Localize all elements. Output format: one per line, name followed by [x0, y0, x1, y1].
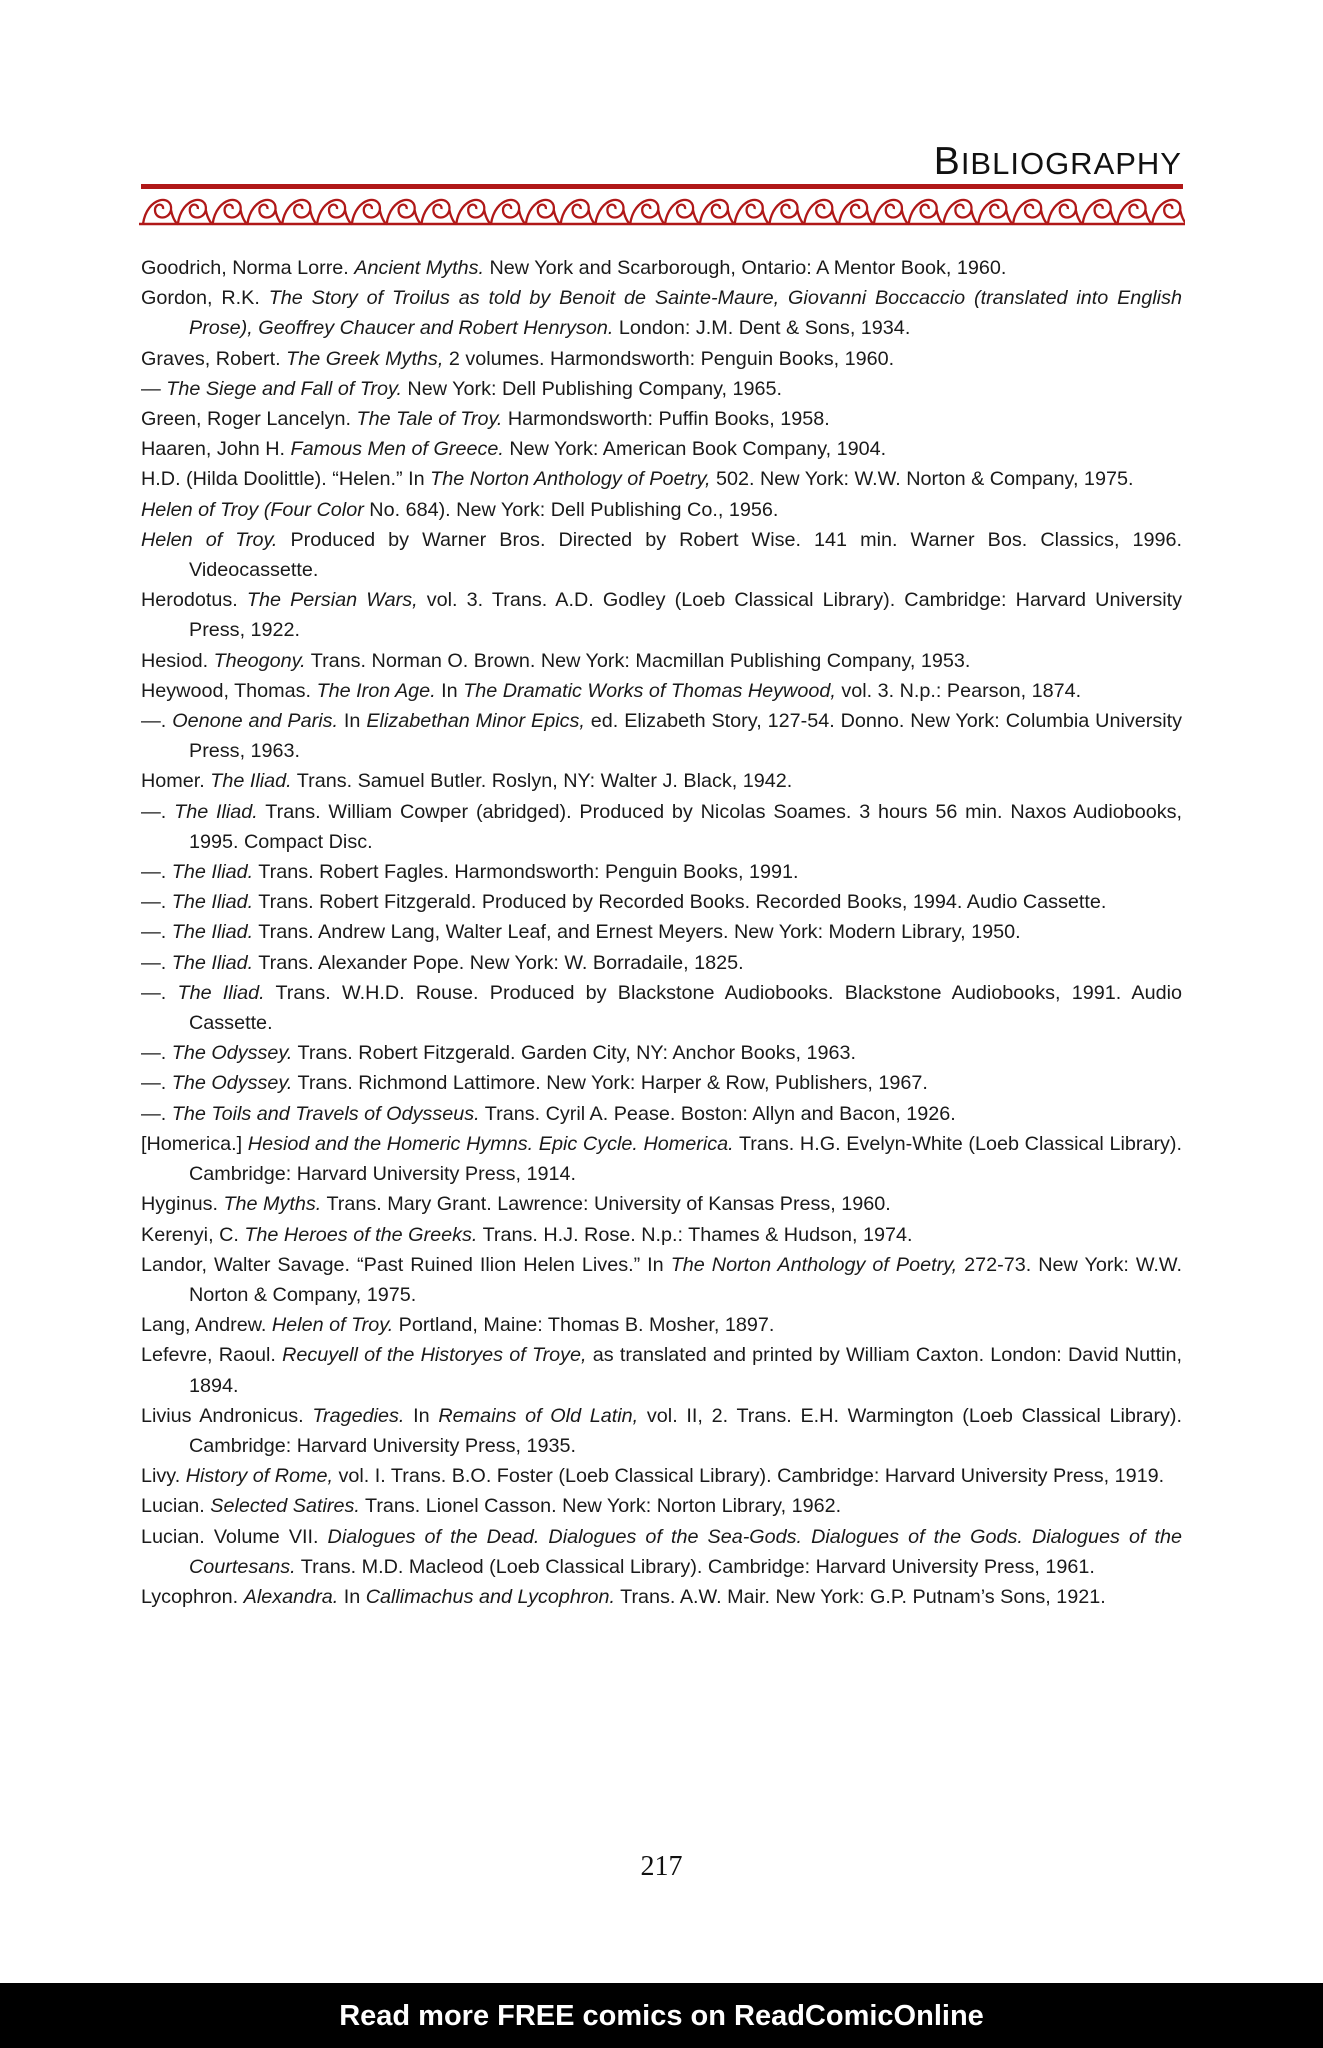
wave-spiral	[213, 200, 248, 224]
bibliography-entry	[141, 374, 1182, 404]
entry-title: The Dramatic Works of Thomas Heywood,	[463, 679, 836, 702]
entry-title: The Toils and Travels of Odysseus.	[171, 1102, 480, 1125]
entry-title: History of Rome,	[185, 1465, 334, 1488]
header-rule	[141, 184, 1183, 189]
entry-text: New York: Dell Publishing Company, 1965.	[401, 377, 783, 400]
entry-text: 272-73. New York: W.W. Norton & Company, 1975.	[189, 1253, 1182, 1306]
entry-text: Trans. William Cowper (abridged). Produced by Nicolas Soames. 3 hours 56 min. Naxos Audiobooks, 1995. Compact Disc.	[189, 800, 1182, 853]
entry-text: as translated and printed by William Caxton. London: David Nuttin, 1894.	[189, 1344, 1182, 1397]
entry-text: —.	[141, 710, 173, 733]
page-number: 217	[640, 1851, 683, 1882]
entry-text: —.	[141, 981, 178, 1004]
entry-title: Hesiod and the Homeric Hymns. Epic Cycle. Homerica.	[247, 1132, 734, 1155]
entry-text: vol. 3. Trans. A.D. Godley (Loeb Classical Library). Cambridge: Harvard University Press, 1922.	[189, 589, 1182, 642]
entry-title: Elizabethan Minor Epics,	[366, 710, 585, 733]
entry-text: Lucian.	[141, 1495, 211, 1518]
wave-spiral	[1048, 200, 1083, 224]
wave-spiral	[769, 200, 804, 224]
page-title-initial: B	[933, 140, 961, 183]
bibliography-entry	[141, 1129, 1182, 1189]
entry-text: Livius Andronicus.	[141, 1404, 313, 1427]
entry-text: Trans. Robert Fagles. Harmondsworth: Penguin Books, 1991.	[253, 861, 799, 884]
wave-spiral	[700, 200, 735, 224]
wave-spiral	[1152, 200, 1185, 224]
entry-title: Dialogues of the Dead. Dialogues of the Sea-Gods. Dialogues of the Gods. Dialogues of the Courtesans.	[189, 1525, 1182, 1578]
entry-title: The Story of Troilus as told by Benoit de Sainte-Maure, Giovanni Boccaccio (translated into English Prose), Geoffrey Chaucer and Robert Henryson.	[189, 287, 1182, 340]
bibliography-entry	[141, 1461, 1182, 1491]
wave-spiral	[943, 200, 978, 224]
entry-text: Trans. Cyril A. Pease. Boston: Allyn and Bacon, 1926.	[479, 1102, 956, 1125]
page-title-rest: IBLIOGRAPHY	[960, 146, 1182, 181]
entry-text: Trans. W.H.D. Rouse. Produced by Blackstone Audiobooks. Blackstone Audiobooks, 1991. Audio Cassette.	[189, 981, 1182, 1035]
entry-text: Trans. H.J. Rose. N.p.: Thames & Hudson, 1974.	[477, 1223, 913, 1246]
entry-text: No. 684). New York: Dell Publishing Co., 1956.	[363, 498, 779, 521]
entry-text: Goodrich, Norma Lorre.	[141, 257, 355, 279]
bibliography-entry	[141, 1491, 1182, 1521]
entry-text: Trans. Mary Grant. Lawrence: University of Kansas Press, 1960.	[321, 1193, 891, 1216]
entry-title: The Iliad.	[171, 921, 254, 944]
entry-text: New York and Scarborough, Ontario: A Mentor Book, 1960.	[484, 257, 1007, 279]
entry-text: Trans. Andrew Lang, Walter Leaf, and Ernest Meyers. New York: Modern Library, 1950.	[253, 921, 1021, 944]
entry-text: Graves, Robert.	[141, 347, 287, 370]
wave-spiral	[491, 200, 526, 224]
entry-text: —	[141, 377, 167, 400]
entry-text: Harmondsworth: Puffin Books, 1958.	[502, 408, 830, 431]
entry-title: Selected Satires.	[210, 1495, 360, 1518]
entry-text: Trans. H.G. Evelyn-White (Loeb Classical Library). Cambridge: Harvard University Press, 1914.	[189, 1132, 1183, 1186]
entry-text: Lang, Andrew.	[141, 1314, 272, 1337]
entry-text: ed. Elizabeth Story, 127-54. Donno. New York: Columbia University Press, 1963.	[189, 710, 1182, 763]
wave-spiral	[317, 200, 352, 224]
entry-title: Helen of Troy (Four Color	[141, 498, 364, 521]
entry-title: Callimachus and Lycophron.	[365, 1585, 615, 1608]
entry-text: —.	[141, 891, 172, 914]
bibliography-entry	[141, 525, 1182, 585]
wave-spiral	[143, 200, 178, 224]
bibliography-entry	[141, 1220, 1182, 1250]
entry-text: Trans. Norman O. Brown. New York: Macmillan Publishing Company, 1953.	[305, 649, 971, 672]
entry-text: In	[338, 710, 367, 733]
bibliography-entry	[141, 283, 1182, 343]
bibliography-entry	[141, 495, 1182, 525]
bibliography-entry	[141, 404, 1182, 434]
bibliography-entry	[141, 978, 1182, 1038]
entry-text: Trans. Lionel Casson. New York: Norton Library, 1962.	[359, 1495, 842, 1518]
entry-title: The Norton Anthology of Poetry,	[430, 468, 711, 491]
bibliography-entry	[141, 676, 1182, 706]
bibliography-entry	[141, 344, 1182, 374]
entry-text: Livy.	[141, 1465, 186, 1488]
entry-title: Remains of Old Latin,	[438, 1404, 639, 1427]
entry-title: The Myths.	[223, 1193, 322, 1216]
bibliography-list	[141, 253, 1182, 1612]
entry-text: Trans. Alexander Pope. New York: W. Borradaile, 1825.	[253, 951, 744, 974]
entry-title: Recuyell of the Historyes of Troye,	[282, 1344, 587, 1367]
entry-text: Trans. Samuel Butler. Roslyn, NY: Walter J. Black, 1942.	[291, 770, 793, 793]
entry-title: Alexandra.	[243, 1585, 339, 1608]
greek-wave-border	[139, 192, 1185, 228]
bibliography-entry	[141, 766, 1182, 796]
entry-text: Gordon, R.K.	[141, 287, 269, 310]
entry-text: Homer.	[141, 770, 211, 793]
entry-title: Tragedies.	[312, 1404, 405, 1427]
wave-spiral	[874, 200, 909, 224]
bibliography-entry	[141, 1340, 1182, 1400]
bibliography-entry	[141, 1522, 1182, 1582]
wave-spiral	[595, 200, 630, 224]
bibliography-entry	[141, 1068, 1182, 1098]
entry-title: The Odyssey.	[171, 1042, 293, 1065]
wave-spiral	[839, 200, 874, 224]
entry-title: Famous Men of Greece.	[290, 438, 504, 461]
entry-title: Helen of Troy.	[271, 1314, 394, 1337]
page-title	[934, 140, 1182, 184]
entry-text: —.	[141, 800, 175, 823]
entry-text: Hyginus.	[141, 1193, 224, 1216]
entry-text: Trans. M.D. Macleod (Loeb Classical Library). Cambridge: Harvard University Press, 1961.	[295, 1555, 1095, 1578]
entry-text: Haaren, John H.	[141, 438, 291, 461]
entry-text: Trans. Robert Fitzgerald. Produced by Recorded Books. Recorded Books, 1994. Audio Cassette.	[253, 891, 1107, 914]
entry-title: The Greek Myths,	[286, 347, 444, 370]
entry-text: In	[435, 679, 464, 702]
entry-text: —.	[141, 1102, 172, 1125]
bibliography-entry	[141, 887, 1182, 917]
wave-spiral	[665, 200, 700, 224]
wave-spiral	[282, 200, 317, 224]
entry-title: The Iliad.	[171, 891, 254, 914]
entry-title: Oenone and Paris.	[172, 710, 338, 733]
bibliography-entry	[141, 857, 1182, 887]
entry-title: The Iron Age.	[316, 679, 436, 702]
bibliography-entry	[141, 253, 1182, 283]
entry-text: Heywood, Thomas.	[141, 679, 317, 702]
entry-text: Trans. Richmond Lattimore. New York: Harper & Row, Publishers, 1967.	[292, 1072, 928, 1095]
wave-spiral	[456, 200, 491, 224]
entry-text: Hesiod.	[141, 649, 214, 672]
bibliography-entry	[141, 706, 1182, 766]
bibliography-entry	[141, 1401, 1182, 1461]
entry-text: Landor, Walter Savage. “Past Ruined Ilion Helen Lives.” In	[141, 1253, 671, 1276]
entry-text: Lefevre, Raoul.	[141, 1344, 283, 1367]
entry-text: vol. 3. N.p.: Pearson, 1874.	[835, 679, 1082, 702]
entry-title: The Iliad.	[171, 861, 254, 884]
entry-title: The Iliad.	[174, 800, 258, 823]
wave-spiral	[561, 200, 596, 224]
entry-title: The Tale of Troy.	[356, 408, 503, 431]
entry-title: The Odyssey.	[171, 1072, 293, 1095]
wave-spiral	[909, 200, 944, 224]
entry-text: —.	[141, 1072, 172, 1095]
entry-title: The Iliad.	[210, 770, 292, 793]
entry-text: Portland, Maine: Thomas B. Mosher, 1897.	[393, 1314, 775, 1337]
bibliography-entry	[141, 1250, 1182, 1310]
wave-spiral	[978, 200, 1013, 224]
entry-title: The Iliad.	[177, 981, 265, 1004]
entry-text: Green, Roger Lancelyn.	[141, 408, 357, 431]
bibliography-entry	[141, 464, 1182, 494]
wave-spiral	[352, 200, 387, 224]
bibliography-entry	[141, 1310, 1182, 1340]
entry-title: Ancient Myths.	[354, 257, 485, 279]
entry-text: H.D. (Hilda Doolittle). “Helen.” In	[141, 468, 431, 491]
entry-text: —.	[141, 951, 172, 974]
entry-text: 2 volumes. Harmondsworth: Penguin Books, 1960.	[443, 347, 895, 370]
wave-spiral	[1013, 200, 1048, 224]
entry-text: [Homerica.]	[141, 1132, 248, 1155]
footer-banner-text[interactable]: Read more FREE comics on ReadComicOnline	[339, 2000, 984, 2032]
entry-text: —.	[141, 861, 172, 884]
entry-text: 502. New York: W.W. Norton & Company, 1975.	[710, 468, 1134, 491]
wave-spiral	[526, 200, 561, 224]
entry-text: Trans. A.W. Mair. New York: G.P. Putnam’s Sons, 1921.	[614, 1585, 1106, 1608]
bibliography-entry	[141, 434, 1182, 464]
wave-spiral	[247, 200, 282, 224]
bibliography-entry	[141, 646, 1182, 676]
entry-title: The Persian Wars,	[246, 589, 418, 612]
wave-spiral	[630, 200, 665, 224]
entry-text: In	[338, 1585, 366, 1608]
entry-text: Herodotus.	[141, 589, 247, 612]
entry-title: Helen of Troy.	[141, 528, 278, 551]
entry-text: —.	[141, 921, 172, 944]
entry-text: Lucian. Volume VII.	[141, 1525, 328, 1548]
wave-spiral	[1083, 200, 1118, 224]
entry-title: The Norton Anthology of Poetry,	[670, 1253, 958, 1276]
entry-text: vol. II, 2. Trans. E.H. Warmington (Loeb Classical Library). Cambridge: Harvard University Press, 1935.	[189, 1404, 1183, 1457]
bibliography-entry	[141, 1038, 1182, 1068]
entry-text: Trans. Robert Fitzgerald. Garden City, NY: Anchor Books, 1963.	[292, 1042, 857, 1065]
bibliography-entry	[141, 917, 1182, 947]
entry-text: vol. I. Trans. B.O. Foster (Loeb Classical Library). Cambridge: Harvard University Press, 1919.	[333, 1465, 1165, 1488]
entry-title: The Siege and Fall of Troy.	[166, 377, 402, 400]
wave-spiral	[1117, 200, 1152, 224]
wave-spiral	[178, 200, 213, 224]
entry-title: Theogony.	[213, 649, 306, 672]
bibliography-entry	[141, 1099, 1182, 1129]
entry-text: Lycophron.	[141, 1585, 244, 1608]
bibliography-entry	[141, 1189, 1182, 1219]
bibliography-entry	[141, 1582, 1182, 1612]
entry-title: The Heroes of the Greeks.	[244, 1223, 478, 1246]
bibliography-entry	[141, 797, 1182, 857]
entry-text: London: J.M. Dent & Sons, 1934.	[613, 317, 911, 340]
bibliography-entry	[141, 948, 1182, 978]
entry-text: Kerenyi, C.	[141, 1223, 245, 1246]
entry-text: —.	[141, 1042, 172, 1065]
entry-text: New York: American Book Company, 1904.	[503, 438, 887, 461]
wave-spiral	[421, 200, 456, 224]
bibliography-entry	[141, 585, 1182, 645]
wave-spiral	[804, 200, 839, 224]
wave-spiral	[735, 200, 770, 224]
entry-title: The Iliad.	[171, 951, 254, 974]
entry-text: Produced by Warner Bros. Directed by Robert Wise. 141 min. Warner Bos. Classics, 1996. Videocassette.	[189, 528, 1182, 582]
wave-spiral	[387, 200, 422, 224]
entry-text: In	[404, 1404, 439, 1427]
